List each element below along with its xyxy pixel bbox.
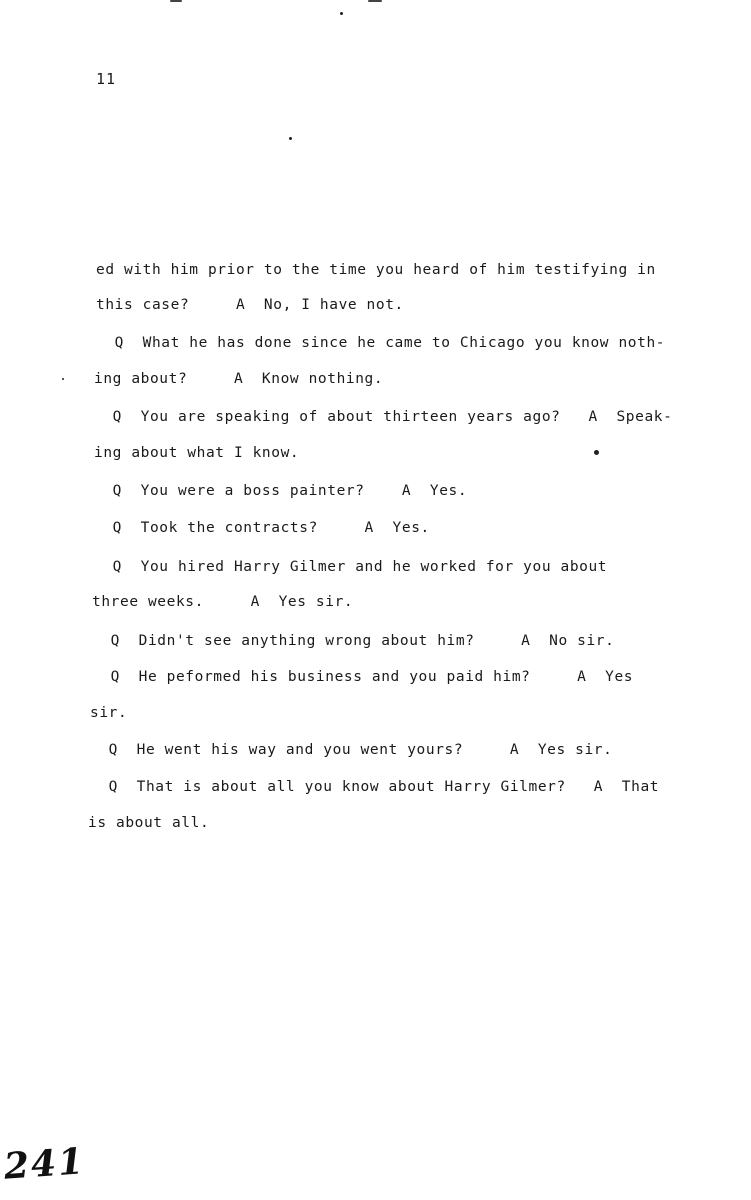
transcript-line: Q Didn't see anything wrong about him? A No sir. <box>92 633 615 649</box>
transcript-line: is about all. <box>88 815 210 831</box>
transcript-line: ed with him prior to the time you heard of him testifying in <box>96 262 656 278</box>
transcript-line: sir. <box>90 705 128 721</box>
transcript-line: Q You hired Harry Gilmer and he worked for you about <box>94 559 608 575</box>
transcript-line: ing about what I know. <box>94 445 300 461</box>
transcript-line: three weeks. A Yes sir. <box>92 594 354 610</box>
transcript-line: Q What he has done since he came to Chicago you know noth- <box>96 335 666 351</box>
transcript-line: Q He went his way and you went yours? A Yes sir. <box>90 742 613 758</box>
transcript-line: Q Took the contracts? A Yes. <box>94 520 430 536</box>
handwritten-page-number: 241 <box>2 1140 87 1188</box>
transcript-line: ing about? A Know nothing. <box>94 371 384 387</box>
transcript-line: Q He peformed his business and you paid him? A Yes <box>92 669 634 685</box>
transcript-line: Q That is about all you know about Harry Gilmer? A That <box>90 779 660 795</box>
transcript-line: this case? A No, I have not. <box>96 297 404 313</box>
transcript-line: Q You were a boss painter? A Yes. <box>94 483 468 499</box>
transcript-line: Q You are speaking of about thirteen years ago? A Speak- <box>94 409 673 425</box>
page-number: 11 <box>96 70 117 88</box>
